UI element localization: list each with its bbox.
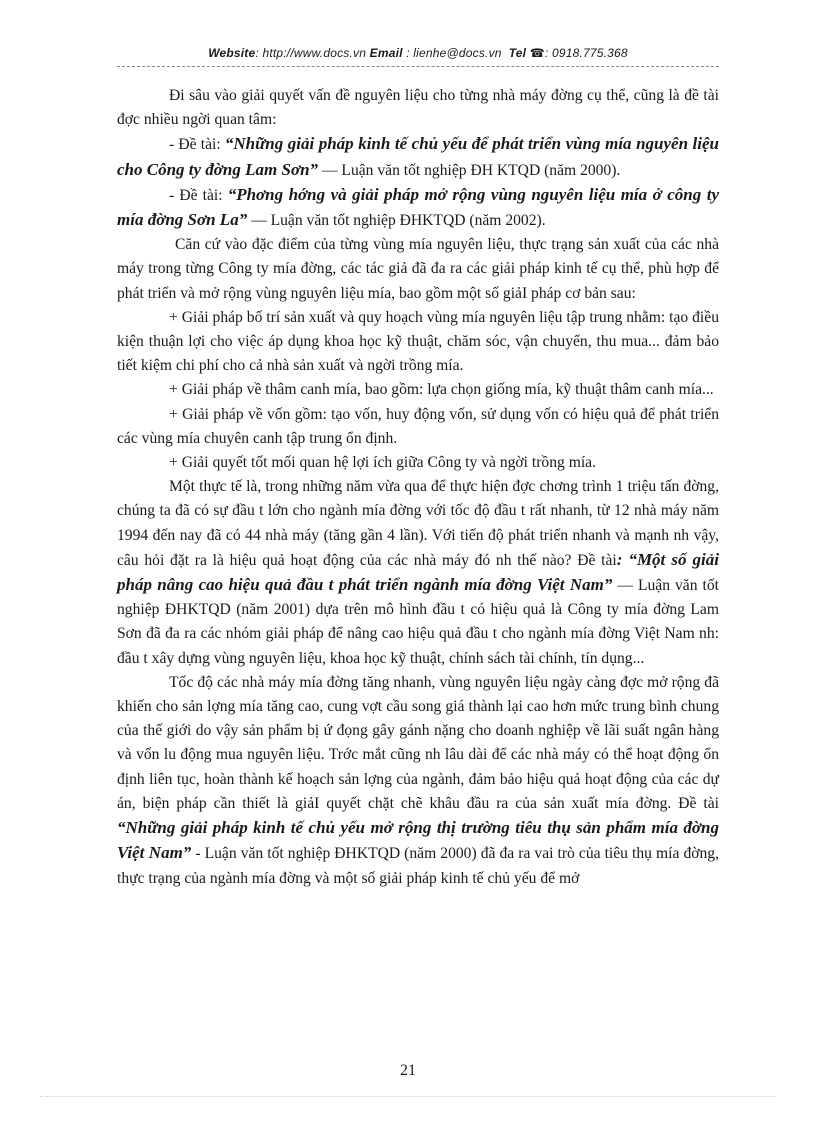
document-body — [117, 84, 719, 891]
list-item-solution-4: + Giải quyết tốt mối quan hệ lợi ích giữa Công ty và ngời trồng mía. — [169, 454, 596, 472]
page-header — [117, 46, 719, 60]
header-divider — [117, 66, 719, 67]
website-value: : http://www.docs.vn — [255, 46, 367, 60]
paragraph-topic-1: - Đề tài: “Những giải pháp kinh tế chủ yếu để phát triển vùng mía nguyên liệu cho Công ty đờng Lam Sơn” — Luận văn tốt nghiệp ĐH KTQD (năm 2000). — [117, 134, 719, 179]
topic-1-title: “Những giải pháp kinh tế chủ yếu để phát triển vùng mía nguyên liệu cho Công ty đờng Lam Sơn” — [117, 134, 719, 179]
email-label: Email — [369, 46, 403, 60]
email-value: : lienhe@docs.vn — [402, 46, 502, 60]
paragraph-output: Tốc độ các nhà máy mía đờng tăng nhanh, vùng nguyên liệu ngày càng đợc mở rộng đã khiến cho sản lợng mía tăng cao, cung vợt cầu song giá thành lại cao hơn mức trung bình chung của thế giới do vậy sản phẩm bị ứ đọng gây gánh nặng cho doanh nghiệp về lãi suất ngân hàng và vốn lu động mua nguyên liệu. Trớc mắt cũng nh lâu dài để các nhà máy có thể hoạt động ổn định liên tục, hoàn thành kế hoạch sản lợng của ngành, đảm bảo hiệu quả hoạt động của các dự án, biện pháp cần thiết là giảI quyết chặt chẽ khâu đầu ra của sản xuất mía đờng. Đề tài “Những giải pháp kinh tế chủ yếu mở rộng thị trường tiêu thụ sản phẩm mía đờng Việt Nam” - Luận văn tốt nghiệp ĐHKTQD (năm 2000) đã đa ra vai trò của tiêu thụ mía đờng, thực trạng của ngành mía đờng và một số giải pháp kinh tế chủ yếu để mở — [117, 673, 719, 887]
page-number: 21 — [400, 1062, 416, 1079]
list-item-solution-2: + Giải pháp về thâm canh mía, bao gồm: lựa chọn giống mía, kỹ thuật thâm canh mía... — [169, 381, 714, 399]
topic-3-title: : “Một số giải pháp nâng cao hiệu quả đầu t phát triển ngành mía đờng Việt Nam” — [117, 549, 720, 595]
list-item-solution-3: + Giải pháp về vốn gồm: tạo vốn, huy động vốn, sử dụng vốn có hiệu quả để phát triển các vùng mía chuyên canh tập trung ổn định. — [117, 405, 719, 447]
phone-icon: ☎ — [529, 46, 545, 60]
paragraph-basis: Căn cứ vào đặc điểm của từng vùng mía nguyên liệu, thực trạng sản xuất của các nhà máy trong từng Công ty mía đờng, các tác giả đã đa ra các giải pháp kinh tế cụ thể, phù hợp để phát triển và mở rộng vùng nguyên liệu mía, bao gồm một số giảI pháp cơ bản sau: — [117, 236, 719, 302]
tel-label: Tel — [508, 46, 527, 60]
paragraph-topic-2: - Đề tài: “Phơng hớng và giải pháp mở rộng vùng nguyên liệu mía ở công ty mía đờng Sơn La” — Luận văn tốt nghiệp ĐHKTQD (năm 2002). — [117, 184, 719, 230]
topic-4-title: “Những giải pháp kinh tế chủ yếu mở rộng thị trường tiêu thụ sản phẩm mía đờng Việt Nam” — [117, 818, 719, 863]
list-item-solution-1: + Giải pháp bố trí sản xuất và quy hoạch vùng mía nguyên liệu tập trung nhằm: tạo điều kiện thuận lợi cho việc áp dụng khoa học kỹ thuật, chăm sóc, vận chuyển, thu mua... đảm bảo tiết kiệm chi phí cho cả nhà sản xuất và ngời trồng mía. — [117, 308, 719, 375]
topic-2-title: “Phơng hớng và giải pháp mở rộng vùng nguyên liệu mía ở công ty mía đờng Sơn La” — [117, 184, 719, 230]
footer-divider — [40, 1096, 776, 1097]
tel-value: : 0918.775.368 — [544, 46, 628, 60]
paragraph-investment: Một thực tế là, trong những năm vừa qua để thực hiện đợc chơng trình 1 triệu tấn đờng, chúng ta đã có sự đầu t lớn cho ngành mía đờng với tốc độ đầu t rất nhanh, từ 12 nhà máy năm 1994 đến nay đã có 44 nhà máy (tăng gần 4 lần). Với tiến độ phát triển nhanh và mạnh nh vậy, câu hỏi đặt ra là hiệu quả hoạt động của các nhà máy đó nh thế nào? Đề tài: “Một số giải pháp nâng cao hiệu quả đầu t phát triển ngành mía đờng Việt Nam” — Luận văn tốt nghiệp ĐHKTQD (năm 2001) dựa trên mô hình đầu t có hiệu quả là Công ty mía đờng Lam Sơn đã đa ra các nhóm giải pháp để nâng cao hiệu quả đầu t cho ngành mía đờng Việt Nam nh: đầu t xây dựng vùng nguyên liệu, khoa học kỹ thuật, chính sách tài chính, tín dụng... — [117, 478, 720, 667]
website-label: Website — [208, 46, 256, 60]
paragraph-intro: Đi sâu vào giải quyết vấn đề nguyên liệu cho từng nhà máy đờng cụ thể, cũng là đề tài đợc nhiều ngời quan tâm: — [117, 87, 719, 129]
